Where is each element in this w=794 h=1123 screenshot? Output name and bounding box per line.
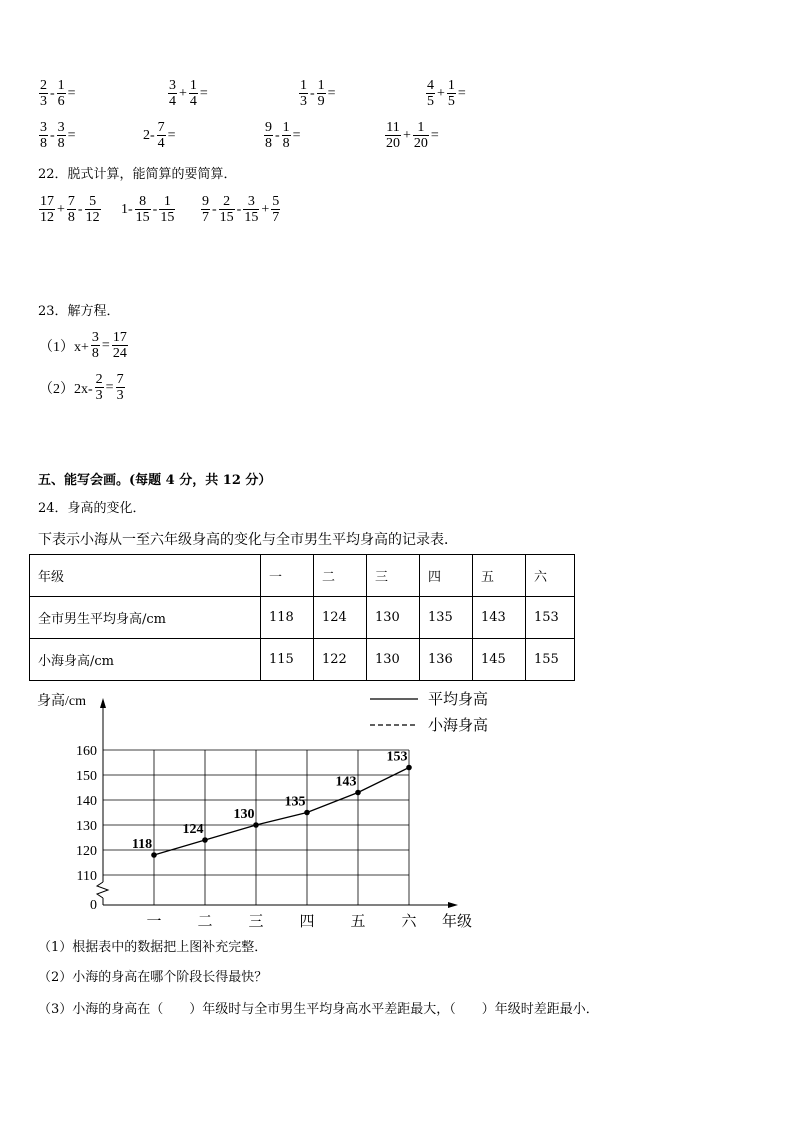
table-cell: 全市男生平均身高/cm xyxy=(30,597,261,639)
numerator: 2 xyxy=(95,372,103,387)
x-tick-label: 六 xyxy=(401,914,417,930)
operator: - xyxy=(212,201,217,217)
denominator: 8 xyxy=(67,210,75,225)
numerator: 5 xyxy=(89,194,97,209)
numerator: 1 xyxy=(447,78,455,93)
q21-expression xyxy=(142,120,177,151)
numerator: 3 xyxy=(40,120,47,135)
q24-intro: 下表示小海从一至六年级身高的变化与全市男生平均身高的记录表． xyxy=(38,532,458,548)
y-axis-label: 身高/cm xyxy=(37,694,86,709)
table-cell: 118 xyxy=(261,597,314,639)
denominator: 12 xyxy=(40,210,54,225)
data-label: 124 xyxy=(182,822,204,837)
denominator: 3 xyxy=(300,94,307,109)
operator: + xyxy=(179,85,187,101)
q21-expression xyxy=(38,78,77,109)
q21-expression xyxy=(38,120,77,151)
fraction xyxy=(116,372,125,403)
denominator: 4 xyxy=(157,136,165,151)
table-cell: 122 xyxy=(314,639,367,681)
fraction xyxy=(91,330,100,361)
data-label: 143 xyxy=(335,774,357,790)
data-label: 118 xyxy=(131,837,153,852)
table-cell: 小海身高/cm xyxy=(30,639,261,681)
legend-label: 小海身高 xyxy=(428,718,489,734)
y-tick-label: 110 xyxy=(76,869,97,884)
operator: （1）x+ xyxy=(39,339,89,355)
table-cell: 153 xyxy=(526,597,575,639)
x-tick-label: 三 xyxy=(248,914,264,930)
fraction xyxy=(385,120,401,151)
q21-expression xyxy=(167,78,209,109)
fraction xyxy=(39,78,48,109)
denominator: 15 xyxy=(244,210,259,225)
q21-expression xyxy=(425,78,467,109)
denominator: 8 xyxy=(40,136,47,151)
operator: + xyxy=(57,201,65,217)
data-point xyxy=(202,837,208,843)
table-cell: 年级 xyxy=(30,555,261,597)
denominator: 8 xyxy=(265,136,272,151)
numerator: 17 xyxy=(112,330,127,345)
fraction xyxy=(189,78,198,109)
y-axis-arrow-icon xyxy=(100,698,106,708)
fraction xyxy=(85,194,101,225)
operator: = xyxy=(430,127,439,143)
numerator: 5 xyxy=(272,194,280,209)
operator: = xyxy=(292,127,301,143)
denominator: 8 xyxy=(57,136,65,151)
q24-question-2: （2）小海的身高在哪个阶段长得最快？ xyxy=(38,970,268,985)
numerator: 1 xyxy=(189,78,197,93)
operator: = xyxy=(67,85,76,101)
fraction xyxy=(57,120,66,151)
legend-label: 平均身高 xyxy=(428,692,489,708)
fraction xyxy=(413,120,429,151)
denominator: 24 xyxy=(112,346,127,361)
table-cell: 一 xyxy=(261,555,314,597)
denominator: 20 xyxy=(413,136,428,151)
y-tick-label: 150 xyxy=(76,769,97,784)
q24-title: 24．身高的变化． xyxy=(38,501,146,516)
data-point xyxy=(304,810,310,816)
fraction xyxy=(201,194,210,225)
table-cell: 124 xyxy=(314,597,367,639)
operator: - xyxy=(77,201,83,217)
numerator: 3 xyxy=(57,120,65,135)
denominator: 8 xyxy=(91,346,99,361)
fraction xyxy=(168,78,177,109)
denominator: 7 xyxy=(202,210,209,225)
fraction xyxy=(282,120,291,151)
table-cell: 五 xyxy=(473,555,526,597)
fraction xyxy=(39,120,48,151)
q21-expression xyxy=(263,120,302,151)
q23-equation xyxy=(38,330,129,361)
x-tick-label: 二 xyxy=(197,914,213,930)
operator: （2）2x- xyxy=(39,381,93,397)
table-cell: 三 xyxy=(367,555,420,597)
table-cell: 130 xyxy=(367,597,420,639)
table-cell: 135 xyxy=(420,597,473,639)
numerator: 9 xyxy=(265,120,272,135)
numerator: 4 xyxy=(427,78,434,93)
x-axis-label: 年级 xyxy=(442,914,473,930)
denominator: 3 xyxy=(40,94,47,109)
denominator: 9 xyxy=(317,94,325,109)
q22-expression xyxy=(200,194,281,225)
y-tick-label: 160 xyxy=(76,744,97,759)
operator: + xyxy=(261,201,270,217)
denominator: 6 xyxy=(57,94,65,109)
denominator: 15 xyxy=(160,210,175,225)
data-point xyxy=(151,852,157,858)
numerator: 3 xyxy=(247,194,255,209)
fraction xyxy=(426,78,435,109)
operator: - xyxy=(310,85,315,101)
numerator: 3 xyxy=(169,78,176,93)
numerator: 17 xyxy=(40,194,54,209)
data-label: 130 xyxy=(233,807,255,822)
numerator: 1 xyxy=(417,120,425,135)
operator: = xyxy=(199,85,208,101)
table-cell: 145 xyxy=(473,639,526,681)
table-cell: 二 xyxy=(314,555,367,597)
table-row xyxy=(30,597,575,639)
table-cell: 155 xyxy=(526,639,575,681)
x-tick-label: 四 xyxy=(299,914,315,930)
operator: = xyxy=(167,127,176,143)
numerator: 3 xyxy=(91,330,99,345)
q23-equation xyxy=(38,372,126,403)
denominator: 8 xyxy=(282,136,290,151)
numerator: 1 xyxy=(317,78,325,93)
height-record-table xyxy=(29,554,575,681)
x-axis-arrow-icon xyxy=(448,902,458,908)
denominator: 4 xyxy=(189,94,197,109)
fraction xyxy=(39,194,55,225)
fraction xyxy=(135,194,151,225)
numerator: 8 xyxy=(139,194,147,209)
fraction xyxy=(95,372,104,403)
table-cell: 143 xyxy=(473,597,526,639)
operator: - xyxy=(152,201,158,217)
table-header-row xyxy=(30,555,575,597)
operator: = xyxy=(105,379,114,395)
operator: + xyxy=(403,127,411,143)
q22-expression xyxy=(120,194,176,225)
fraction xyxy=(264,120,273,151)
fraction xyxy=(112,330,128,361)
denominator: 12 xyxy=(85,210,100,225)
operator: = xyxy=(457,85,466,101)
operator: - xyxy=(50,127,55,143)
data-point xyxy=(355,790,361,796)
operator: 1- xyxy=(121,201,133,217)
fraction xyxy=(243,194,259,225)
operator: + xyxy=(437,85,445,101)
x-tick-label: 一 xyxy=(146,914,162,930)
data-point xyxy=(253,822,259,828)
numerator: 1 xyxy=(163,194,171,209)
denominator: 20 xyxy=(386,136,400,151)
numerator: 2 xyxy=(223,194,231,209)
fraction xyxy=(447,78,456,109)
table-cell: 115 xyxy=(261,639,314,681)
fraction xyxy=(157,120,166,151)
denominator: 4 xyxy=(169,94,176,109)
denominator: 5 xyxy=(427,94,434,109)
operator: - xyxy=(275,127,280,143)
table-cell: 130 xyxy=(367,639,420,681)
y-tick-label: 0 xyxy=(90,898,97,913)
operator: = xyxy=(101,337,110,353)
y-tick-label: 120 xyxy=(76,844,97,859)
fraction xyxy=(219,194,235,225)
y-tick-label: 140 xyxy=(76,794,97,809)
denominator: 3 xyxy=(95,388,103,403)
numerator: 7 xyxy=(157,120,165,135)
denominator: 7 xyxy=(272,210,280,225)
axis-break-icon xyxy=(97,882,108,898)
fraction xyxy=(317,78,326,109)
y-tick-label: 130 xyxy=(76,819,97,834)
fraction xyxy=(299,78,308,109)
table-cell: 136 xyxy=(420,639,473,681)
q24-question-1: （1）根据表中的数据把上图补充完整． xyxy=(38,940,268,955)
height-line-chart xyxy=(0,680,794,930)
data-point xyxy=(406,765,412,771)
q21-expression xyxy=(384,120,440,151)
table-row xyxy=(30,639,575,681)
operator: = xyxy=(67,127,76,143)
denominator: 15 xyxy=(135,210,150,225)
fraction xyxy=(67,194,76,225)
table-cell: 四 xyxy=(420,555,473,597)
denominator: 15 xyxy=(219,210,234,225)
denominator: 5 xyxy=(447,94,455,109)
fraction xyxy=(57,78,66,109)
data-label: 135 xyxy=(284,794,306,810)
series-line xyxy=(154,768,409,856)
operator: - xyxy=(50,85,55,101)
data-label: 153 xyxy=(386,749,408,765)
numerator: 11 xyxy=(386,120,400,135)
fraction xyxy=(159,194,175,225)
numerator: 7 xyxy=(116,372,124,387)
denominator: 3 xyxy=(116,388,124,403)
section-5-title: 五、能写会画。(每题 4 分，共 12 分） xyxy=(38,473,272,488)
q22-title: 22．脱式计算，能简算的要简算． xyxy=(38,167,237,182)
q23-title: 23．解方程． xyxy=(38,304,120,319)
numerator: 9 xyxy=(202,194,209,209)
operator: = xyxy=(327,85,336,101)
operator: - xyxy=(236,201,242,217)
q24-question-3: （3）小海的身高在（ ）年级时与全市男生平均身高水平差距最大，（ ）年级时差距最小． xyxy=(38,1002,599,1017)
q22-expression xyxy=(38,194,102,225)
fraction xyxy=(271,194,280,225)
operator: 2- xyxy=(143,127,155,143)
numerator: 1 xyxy=(282,120,290,135)
numerator: 1 xyxy=(300,78,307,93)
x-tick-label: 五 xyxy=(350,914,366,930)
numerator: 1 xyxy=(57,78,65,93)
numerator: 2 xyxy=(40,78,47,93)
q21-expression xyxy=(298,78,337,109)
numerator: 7 xyxy=(67,194,75,209)
table-cell: 六 xyxy=(526,555,575,597)
